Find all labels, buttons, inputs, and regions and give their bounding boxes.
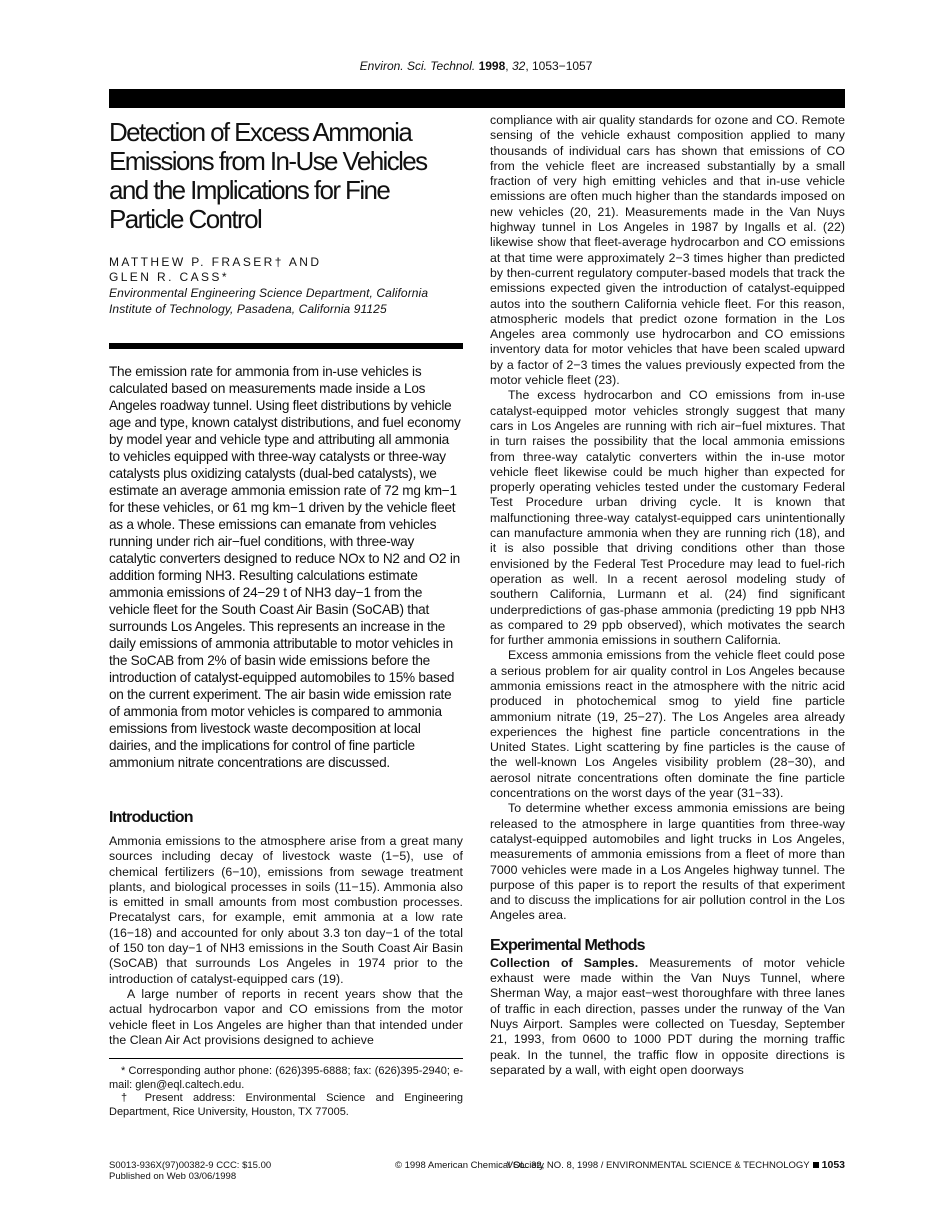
author-line-1: MATTHEW P. FRASER† AND: [109, 255, 322, 269]
article-title: Detection of Excess Ammonia Emissions from In-Use Vehicles and the Implications for Fine Particle Control: [109, 117, 427, 234]
paragraph-purpose: To determine whether excess ammonia emissions are being released to the atmosphere in large quantities from three-way catalyst-equipped automobiles and light trucks in Los Angeles, measurements of ammonia emissions from a fleet of more than 7000 vehicles were made in a Los Angeles highway tunnel. The purpose of this paper is to report the results of that experiment and to discuss the implications for air pollution control in the Los Angeles area.: [490, 801, 845, 923]
abstract: The emission rate for ammonia from in-use vehicles is calculated based on measurements made inside a Los Angeles roadway tunnel. Using fleet distributions by vehicle age and type, known catalyst distributions, and fuel economy by model year and vehicle type and attributing all ammonia to vehicles equipped with three-way catalysts or three-way catalysts plus oxidizing catalysts (dual-bed catalysts), we estimate an average ammonia emission rate of 72 mg km−1 for these vehicles, or 61 mg km−1 driven by the vehicle fleet as a whole. These emissions can emanate from vehicles running under rich air−fuel conditions, with three-way catalytic converters designed to reduce NOx to N2 and O2 in addition forming NH3. Resulting calculations estimate ammonia emissions of 24−29 t of NH3 day−1 from the vehicle fleet for the South Coast Air Basin (SoCAB) that surrounds Los Angeles. This represents an increase in the daily emissions of ammonia attributable to motor vehicles in the SoCAB from 2% of basin wide emissions before the introduction of catalyst-equipped automobiles to 15% based on the current experiment. The air basin wide emission rate of ammonia from motor vehicles is compared to ammonia emissions from livestock waste decomposition at local dairies, and the implications for control of fine particle ammonium nitrate concentrations are discussed.: [109, 364, 461, 770]
footer-left: [109, 1160, 545, 1182]
footer-page-number: 1053: [821, 1159, 845, 1171]
footer-published: Published on Web 03/06/1998: [109, 1171, 237, 1182]
author-line-2: GLEN R. CASS*: [109, 270, 229, 284]
affiliation-line-1: Environmental Engineering Science Department, California: [109, 286, 429, 300]
introduction-heading: Introduction: [109, 809, 193, 826]
footer-journal-line: VOL. 32, NO. 8, 1998 / ENVIRONMENTAL SCIENCE & TECHNOLOGY: [506, 1160, 810, 1171]
footnote-rule: [109, 1058, 463, 1059]
footer-right: [507, 1160, 845, 1171]
collection-run-in-heading: Collection of Samples.: [490, 955, 639, 970]
intro-paragraph-2: A large number of reports in recent years show that the actual hydrocarbon vapor and CO emissions from the motor vehicle fleet in Los Angeles are higher than that intended under the Clean Air Act provisions designed to achieve: [109, 986, 463, 1047]
affiliation: [109, 285, 463, 317]
paragraph-air-quality: Excess ammonia emissions from the vehicle fleet could pose a serious problem for air quality control in Los Angeles because ammonia emissions react in the atmosphere with the nitric acid produced in photochemical smog to yield fine particle ammonium nitrate (19, 25−27). The Los Angeles area already experiences the highest fine particle concentrations in the United States. Light scattering by fine particles is the cause of the well-known Los Angeles visibility problem (28−30), and aerosol nitrate concentrations often dominate the fine particle concentrations on the worst days of the year (31−33).: [490, 648, 845, 801]
journal-pages: 1053−1057: [531, 59, 593, 73]
experimental-methods-heading: Experimental Methods: [490, 936, 645, 954]
paragraph-excess-emissions: The excess hydrocarbon and CO emissions from in-use catalyst-equipped motor vehicles strongly suggest that many cars in Los Angeles are running with rich air−fuel mixtures. That in turn raises the possibility that the local ammonia emissions from three-way catalytic converters within the in-use motor vehicle fleet likewise could be much higher than expected for properly operating vehicles tested under the customary Federal Test Procedure urban driving cycle. It is known that malfunctioning three-way catalyst-equipped cars unintentionally can manufacture ammonia when they are running rich (18), and it is also possible that driving conditions other than those envisioned by the Federal Test Procedure may lead to fuel-rich operation as well. In a recent aerosol modeling study of southern California, Lurmann et al. (24) find significant underpredictions of gas-phase ammonia (predicting 19 ppb NH3 as compared to 29 ppb observed), which motivates the search for further ammonia emissions in southern California.: [490, 388, 845, 648]
top-black-bar: [109, 89, 845, 108]
left-column: [109, 113, 463, 1119]
journal-name: Environ. Sci. Technol.: [359, 59, 476, 73]
footer-code: S0013-936X(97)00382-9 CCC: $15.00: [109, 1160, 272, 1171]
author-list: [109, 255, 463, 285]
footnotes: [109, 1065, 463, 1119]
intro-paragraph-1: Ammonia emissions to the atmosphere arise from a great many sources including decay of livestock waste (1−5), use of chemical fertilizers (6−10), emissions from sewage treatment plants, and biological processes in soils (11−15). Ammonia also is emitted in small amounts from most combustion processes. Precatalyst cars, for example, emit ammonia at a low rate (16−18) and accounted for only about 3.3 ton day−1 of the total of 150 ton day−1 of NH3 emissions in the South Coast Air Basin (SoCAB) that surrounds Los Angeles in 1974 prior to the introduction of catalyst-equipped cars (19).: [109, 834, 463, 986]
footnote-present-address: † Present address: Environmental Science and Engineering Department, Rice University, Houston, TX 77005.: [109, 1092, 463, 1118]
right-column: [490, 113, 845, 1078]
footer-copyright: © 1998 American Chemical Society: [395, 1160, 545, 1171]
footnote-corresponding: * Corresponding author phone: (626)395-6888; fax: (626)395-2940; e-mail: glen@eql.caltech.edu.: [109, 1065, 463, 1091]
paragraph-collection: [490, 956, 845, 1078]
affiliation-line-2: Institute of Technology, Pasadena, California 91125: [109, 302, 387, 316]
paragraph-continued: compliance with air quality standards for ozone and CO. Remote sensing of the vehicle exhaust composition applied to many thousands of individual cars has shown that emissions of CO from the vehicle fleet are increased substantially by a small fraction of very high emitting vehicles and that in-use vehicle emissions are often much higher than the standards imposed on new vehicles (20, 21). Measurements made in the Van Nuys highway tunnel in Los Angeles in 1987 by Ingalls et al. (22) likewise show that fleet-average hydrocarbon and CO emissions at that time were approximately 2−3 times higher than predicted by then-current regulatory computer-based models that track the emissions expected given the introduction of catalyst-equipped autos into the southern California vehicle fleet. For this reason, atmospheric models that predict ozone formation in the Los Angeles area commonly use hydrocarbon and CO emissions inventory data for motor vehicles that have been scaled upward by a factor of 2−3 times the values previously expected from the motor vehicle fleet (23).: [490, 113, 845, 388]
introduction-body: [109, 834, 463, 1048]
running-header: Environ. Sci. Technol. 1998, 32, 1053−1057: [359, 59, 593, 73]
journal-year: 1998: [478, 59, 506, 73]
journal-volume: 32: [511, 59, 526, 73]
collection-text: Measurements of motor vehicle exhaust were made within the Van Nuys Tunnel, where Sherman Way, a major east−west thoroughfare with three lanes of traffic in each direction, passes under the runway of the Van Nuys Airport. Samples were collected on Tuesday, September 21, 1993, from 0600 to 1000 PDT during the morning traffic peak. In the tunnel, the traffic flow in opposite directions is separated by a wall, with eight open doorways: [490, 955, 845, 1077]
abstract-rule: [109, 343, 463, 349]
bullet-icon: [813, 1162, 819, 1168]
